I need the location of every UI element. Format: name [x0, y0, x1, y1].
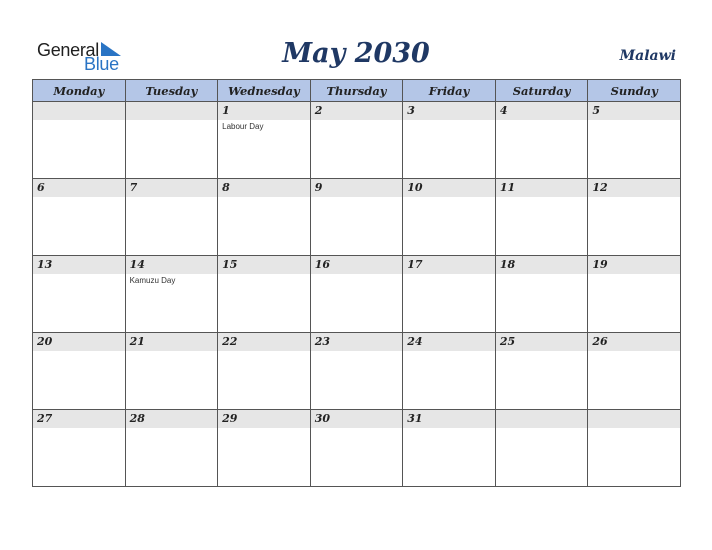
logo-word-blue: Blue: [84, 54, 119, 74]
day-cell: [495, 333, 588, 410]
day-cell: [310, 102, 403, 179]
day-cell: [310, 333, 403, 410]
day-number: 16: [311, 256, 403, 274]
day-cell: [218, 102, 311, 179]
day-cell: [218, 333, 311, 410]
day-number: 20: [33, 333, 125, 351]
day-number: 28: [126, 410, 218, 428]
day-number: 1: [218, 102, 310, 120]
day-cell: [495, 410, 588, 487]
day-number: 6: [33, 179, 125, 197]
day-number: 31: [403, 410, 495, 428]
weekday-header: Friday: [403, 80, 496, 102]
country-label: Malawi: [619, 48, 676, 64]
day-cell: [403, 256, 496, 333]
week-row: [33, 256, 681, 333]
day-cell: [310, 256, 403, 333]
day-number: 11: [496, 179, 588, 197]
day-cell: [495, 179, 588, 256]
day-number: 12: [588, 179, 680, 197]
day-cell: [403, 102, 496, 179]
day-cell: [310, 179, 403, 256]
day-cell: [310, 410, 403, 487]
day-number: 10: [403, 179, 495, 197]
day-number: 30: [311, 410, 403, 428]
week-row: [33, 410, 681, 487]
holiday-label: Kamuzu Day: [129, 276, 176, 285]
day-cell: [218, 256, 311, 333]
logo-word-general: General: [37, 40, 99, 60]
day-cell: [33, 333, 126, 410]
day-cell: [588, 410, 681, 487]
day-number: [33, 102, 125, 120]
day-number: 23: [311, 333, 403, 351]
day-cell: [125, 179, 218, 256]
day-cell: [218, 179, 311, 256]
day-cell: [495, 102, 588, 179]
day-cell: [403, 179, 496, 256]
day-number: [496, 410, 588, 428]
day-cell: [125, 410, 218, 487]
week-row: [33, 102, 681, 179]
day-cell: [403, 333, 496, 410]
calendar-grid: [32, 79, 681, 487]
day-number: 18: [496, 256, 588, 274]
day-number: 7: [126, 179, 218, 197]
day-cell: [33, 410, 126, 487]
day-number: 9: [311, 179, 403, 197]
day-cell: [33, 256, 126, 333]
day-cell: [588, 102, 681, 179]
holiday-label: Labour Day: [222, 122, 264, 131]
weekday-header: Saturday: [495, 80, 588, 102]
day-cell: [495, 256, 588, 333]
day-cell: [588, 256, 681, 333]
day-number: 5: [588, 102, 680, 120]
day-number: [126, 102, 218, 120]
day-cell: [218, 410, 311, 487]
day-cell: [125, 102, 218, 179]
day-number: 29: [218, 410, 310, 428]
day-number: 14: [126, 256, 218, 274]
day-number: 13: [33, 256, 125, 274]
day-number: 17: [403, 256, 495, 274]
day-number: 24: [403, 333, 495, 351]
day-cell: [125, 256, 218, 333]
day-number: [588, 410, 680, 428]
day-number: 15: [218, 256, 310, 274]
weekday-header: Sunday: [588, 80, 681, 102]
weekday-header-row: [33, 80, 681, 102]
day-number: 25: [496, 333, 588, 351]
day-cell: [403, 410, 496, 487]
calendar-title: May 2030: [282, 38, 430, 69]
day-number: 22: [218, 333, 310, 351]
day-number: 26: [588, 333, 680, 351]
day-cell: [33, 102, 126, 179]
day-number: 4: [496, 102, 588, 120]
day-cell: [125, 333, 218, 410]
day-cell: [588, 179, 681, 256]
week-row: [33, 179, 681, 256]
day-number: 27: [33, 410, 125, 428]
weekday-header: Wednesday: [218, 80, 311, 102]
day-number: 19: [588, 256, 680, 274]
day-number: 2: [311, 102, 403, 120]
weekday-header: Tuesday: [125, 80, 218, 102]
day-number: 8: [218, 179, 310, 197]
day-cell: [588, 333, 681, 410]
weekday-header: Thursday: [310, 80, 403, 102]
day-cell: [33, 179, 126, 256]
week-row: [33, 333, 681, 410]
day-number: 3: [403, 102, 495, 120]
day-number: 21: [126, 333, 218, 351]
weekday-header: Monday: [33, 80, 126, 102]
